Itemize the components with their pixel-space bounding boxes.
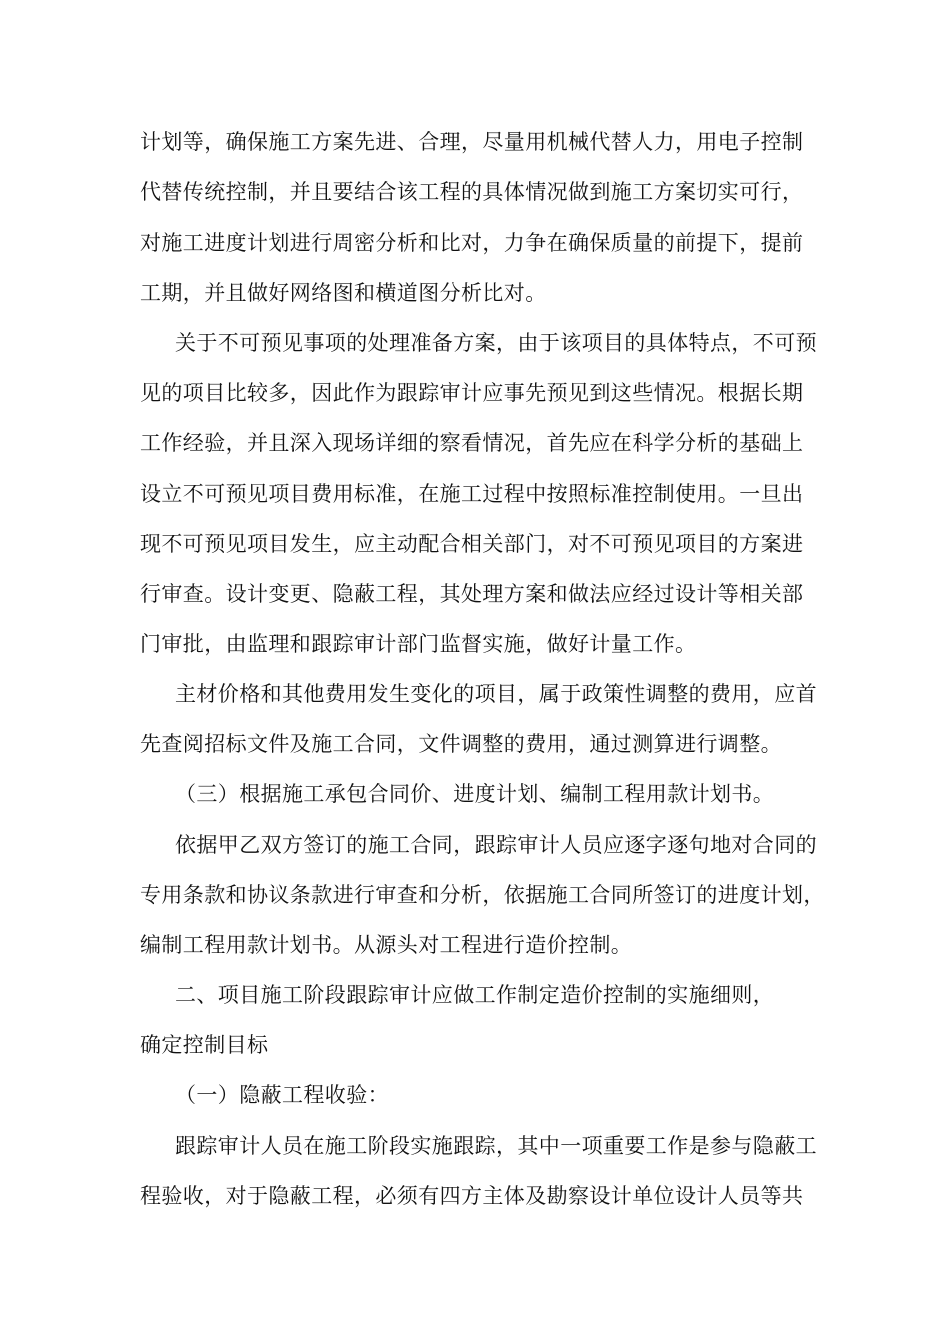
text-line: 程验收，对于隐蔽工程，必须有四方主体及勘察设计单位设计人员等共 <box>140 1184 804 1208</box>
text-line: 代替传统控制，并且要结合该工程的具体情况做到施工方案切实可行， <box>140 180 804 204</box>
text-line: 对施工进度计划进行周密分析和比对，力争在确保质量的前提下，提前 <box>140 231 804 255</box>
chapter-heading-continued: 确定控制目标 <box>140 1033 269 1057</box>
text-line: 行审查。设计变更、隐蔽工程，其处理方案和做法应经过设计等相关部 <box>140 582 804 606</box>
text-line: 专用条款和协议条款进行审查和分析，依据施工合同所签订的进度计划， <box>140 883 825 907</box>
text-line: 见的项目比较多，因此作为跟踪审计应事先预见到这些情况。根据长期 <box>140 381 804 405</box>
paragraph-first-line: 跟踪审计人员在施工阶段实施跟踪，其中一项重要工作是参与隐蔽工 <box>175 1134 817 1158</box>
text-line: 先查阅招标文件及施工合同，文件调整的费用，通过测算进行调整。 <box>140 732 782 756</box>
text-line: 设立不可预见项目费用标准，在施工过程中按照标准控制使用。一旦出 <box>140 482 804 506</box>
chapter-heading: 二、项目施工阶段跟踪审计应做工作制定造价控制的实施细则， <box>175 983 775 1007</box>
text-line: 编制工程用款计划书。从源头对工程进行造价控制。 <box>140 933 633 957</box>
paragraph-first-line: 主材价格和其他费用发生变化的项目，属于政策性调整的费用，应首 <box>175 682 817 706</box>
text-line: 工期，并且做好网络图和横道图分析比对。 <box>140 281 547 305</box>
section-heading: （一）隐蔽工程收验： <box>175 1083 389 1107</box>
text-line: 工作经验，并且深入现场详细的察看情况，首先应在科学分析的基础上 <box>140 431 804 455</box>
paragraph-first-line: 依据甲乙双方签订的施工合同，跟踪审计人员应逐字逐句地对合同的 <box>175 833 817 857</box>
text-line: 门审批，由监理和跟踪审计部门监督实施，做好计量工作。 <box>140 632 697 656</box>
text-line: 计划等，确保施工方案先进、合理，尽量用机械代替人力，用电子控制 <box>140 130 804 154</box>
paragraph-first-line: 关于不可预见事项的处理准备方案，由于该项目的具体特点，不可预 <box>175 331 817 355</box>
text-line: 现不可预见项目发生，应主动配合相关部门，对不可预见项目的方案进 <box>140 532 804 556</box>
section-heading: （三）根据施工承包合同价、进度计划、编制工程用款计划书。 <box>175 782 775 806</box>
